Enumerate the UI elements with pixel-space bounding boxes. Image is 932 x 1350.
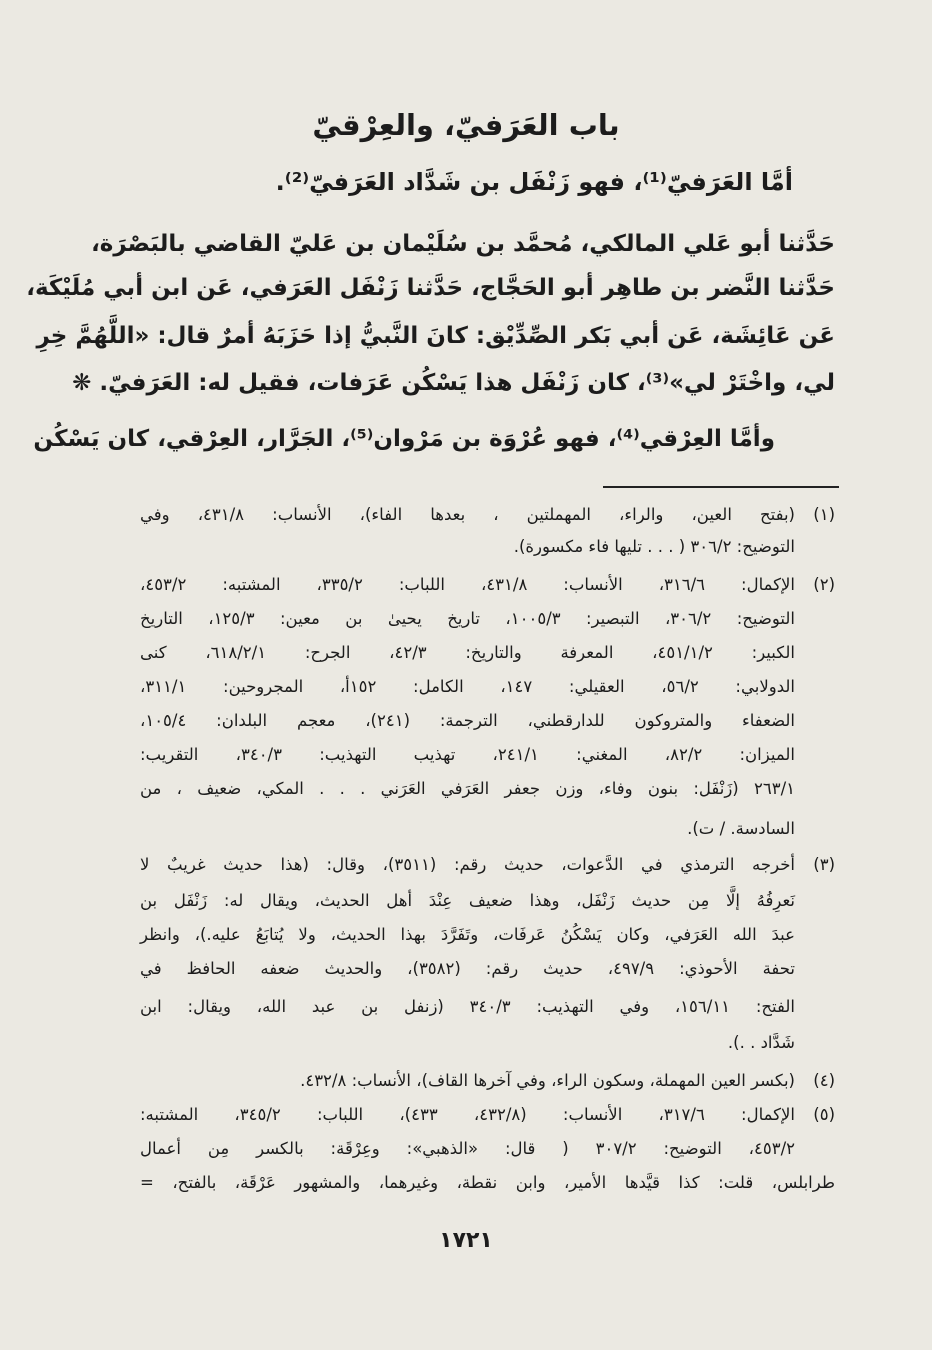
footnote-line: الإكمال: ٣١٧/٦، الأنساب: (٤٣٢/٨، ٤٣٣)، اللباب: ٣٤٥/٢، المشتبه: xyxy=(140,1105,795,1124)
footnote-line: التوضيح: ٣٠٦/٢ ( . . . تليها فاء مكسورة). xyxy=(513,537,795,556)
footnote-line: (بفتح العين، والراء، المهملتين ، بعدها الفاء)، الأنساب: ٤٣١/٨، وفي xyxy=(140,505,795,524)
body-line-2: حَدَّثنا النَّضر بن طاهِر أبو الحَجَّاج، حَدَّثنا زَنْفَل العَرَفي، عَن ابن أبي مُلَيْكَة، xyxy=(26,275,835,301)
footnote-line: ٢٦٣/١ (زَنْفَل: بنون وفاء، وزن جعفر العَرَفي العَرَني . . . المكي، ضعيف ، من xyxy=(140,779,795,798)
footnote-number: (٥) xyxy=(813,1105,835,1124)
chapter-title: باب العَرَفيّ، والعِرْقيّ xyxy=(312,108,620,142)
body-line-5: وأمَّا العِرْقي⁽⁴⁾، فهو عُرْوَة بن مَرْوان⁽⁵⁾، الجَرَّار، العِرْقي، كان يَسْكُن xyxy=(33,426,775,452)
footnote-line: ٤٥٣/٢، التوضيح: ٣٠٧/٢ ( قال: «الذهبي»: وعِرْقَة: بالكسر مِن أعمال xyxy=(140,1139,795,1158)
footnote-line: أخرجه الترمذي في الدَّعوات، حديث رقم: (٣٥١١)، وقال: (هذا حديث غريبٌ لا xyxy=(140,855,795,874)
footnote-line: تحفة الأحوذي: ٤٩٧/٩، حديث رقم: (٣٥٨٢)، والحديث ضعفه الحافظ في xyxy=(140,959,796,978)
body-line-1: حَدَّثنا أبو عَلي المالكي، مُحمَّد بن سُلَيْمان بن عَليّ القاضي بالبَصْرَة، xyxy=(91,231,835,257)
footnote-number: (١) xyxy=(813,505,835,524)
subtitle-line: أمَّا العَرَفيّ⁽¹⁾، فهو زَنْفَل بن شَدَّاد العَرَفيّ⁽²⁾. xyxy=(275,168,793,196)
footnote-line: الكبير: ٤٥١/١/٢، المعرفة والتاريخ: ٤٢/٣، الجرح: ٦١٨/٢/١، كنى xyxy=(140,643,795,662)
footnote-line: شَدَّاد . .). xyxy=(727,1033,795,1052)
footnote-line: السادسة. / ت). xyxy=(687,819,795,838)
footnote-number: (٢) xyxy=(813,575,835,594)
body-line-3: عَن عَائِشَة، عَن أبي بَكر الصِّدِّيْق: كانَ النَّبيُّ إذا حَزَبَهُ أمرٌ قال: «اللَّهُمَّ خِرِ xyxy=(36,323,835,349)
footnote-line: التوضيح: ٣٠٦/٢، التبصير: ١٠٠٥/٣، تاريخ يحيىٰ بن معين: ١٢٥/٣، التاريخ xyxy=(140,609,796,628)
footnote-line: الضعفاء والمتروكون للدارقطني، الترجمة: (٢٤١)، معجم البلدان: ١٠٥/٤، xyxy=(140,711,795,730)
footnote-separator xyxy=(603,486,839,488)
footnote-line: طرابلس، قلت: كذا قيَّدها الأمير، وابن نقطة، وغيرهما، والمشهور عَرْقَة، بالفتح، = xyxy=(140,1173,835,1192)
footnote-line: عبدَ الله العَرَفي، وكان يَسْكُنُ عَرفَات، وتَفَرَّدَ بهذا الحديث، ولا يُتابَعُ عليه.)، وانظر xyxy=(140,925,795,944)
footnote-number: (٣) xyxy=(813,855,835,874)
footnote-line: نَعرِفُهُ إلَّا مِن حديث زَنْفَل، وهذا ضعيف عِنْدَ أهل الحديث، ويقال له: زَنْفَل بن xyxy=(140,891,795,910)
body-line-4: لي، واخْتَرْ لي»⁽³⁾، كان زَنْفَل هذا يَسْكُن عَرَفات، فقيل له: العَرَفيّ. ❋ xyxy=(72,370,835,396)
footnote-line: (بكسر العين المهملة، وسكون الراء، وفي آخرها القاف)، الأنساب: ٤٣٢/٨. xyxy=(300,1071,795,1090)
page-number: ١٧٢١ xyxy=(439,1228,493,1253)
footnote-line: الميزان: ٨٢/٢، المغني: ٢٤١/١، تهذيب التهذيب: ٣٤٠/٣، التقريب: xyxy=(140,745,795,764)
footnote-number: (٤) xyxy=(813,1071,835,1090)
footnote-line: الإكمال: ٣١٦/٦، الأنساب: ٤٣١/٨، اللباب: ٣٣٥/٢، المشتبه: ٤٥٣/٢، xyxy=(140,575,795,594)
footnote-line: الفتح: ١٥٦/١١، وفي التهذيب: ٣٤٠/٣ (زنفل بن عبد الله، ويقال: ابن xyxy=(140,997,795,1016)
footnote-line: الدولابي: ٥٦/٢، العقيلي: ١٤٧، الكامل: ١٥٢أ، المجروحين: ٣١١/١، xyxy=(140,677,795,696)
